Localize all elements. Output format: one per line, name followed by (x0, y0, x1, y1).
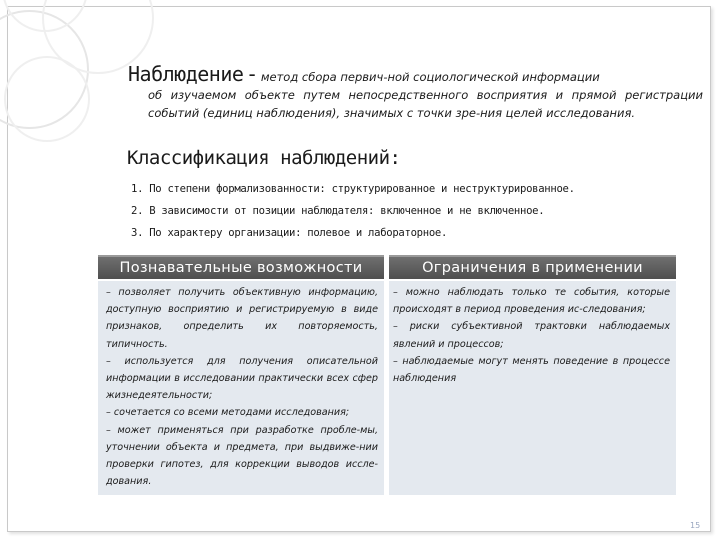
classification-item: 1. По степени формализованности: структурированное и неструктурированное. (131, 183, 575, 195)
table-cell-capabilities (98, 281, 384, 495)
classification-item: 2. В зависимости от позиции наблюдателя: включенное и не включенное. (131, 205, 545, 217)
definition-text-start: метод сбора первич-ной социологической информации (260, 70, 600, 84)
table-paragraph: – может применяться при разработке пробле-мы, уточнении объекта и предмета, при выдвиже-нии проверки гипотез, для коррекции выводов иссле-дования. (106, 424, 378, 488)
classification-item: 3. По характеру организации: полевое и лабораторное. (131, 227, 448, 239)
classification-list (131, 178, 711, 244)
table-paragraph: – наблюдаемые могут менять поведение в процессе наблюдения (393, 355, 670, 385)
definition-first-line (128, 62, 703, 86)
definition-block (128, 62, 703, 122)
table-column-limitations (389, 255, 676, 495)
table-paragraph: – позволяет получить объективную информацию, доступную восприятию и регистрируемую в виде признаков, определить их повторяемость, типичность. (106, 287, 378, 350)
table-paragraph: – риски субъективной трактовки наблюдаемых явлений и процессов; (393, 321, 670, 350)
table-paragraph: – можно наблюдать только те события, которые происходят в период проведения ис-следования; (393, 287, 670, 316)
table-header-limitations: Ограничения в применении (389, 255, 676, 279)
table-paragraph: – используется для получения описательной информации в исследовании практически всех сфер жизнедеятельности; (106, 355, 378, 402)
table-header-capabilities: Познавательные возможности (98, 255, 384, 279)
table-column-capabilities (98, 255, 384, 495)
definition-text-rest: об изучаемом объекте путем непосредственного восприятия и прямой регистрации событий (единиц наблюдения), значимых с точки зре-ния целей исследования. (148, 88, 703, 120)
comparison-table (98, 255, 676, 495)
page-number: 15 (690, 521, 701, 530)
definition-dash: - (248, 62, 256, 86)
table-cell-limitations (389, 281, 676, 495)
table-paragraph: – сочетается со всеми методами исследования; (106, 407, 350, 419)
definition-term: Наблюдение (128, 62, 244, 86)
classification-title: Классификация наблюдений: (127, 147, 401, 169)
